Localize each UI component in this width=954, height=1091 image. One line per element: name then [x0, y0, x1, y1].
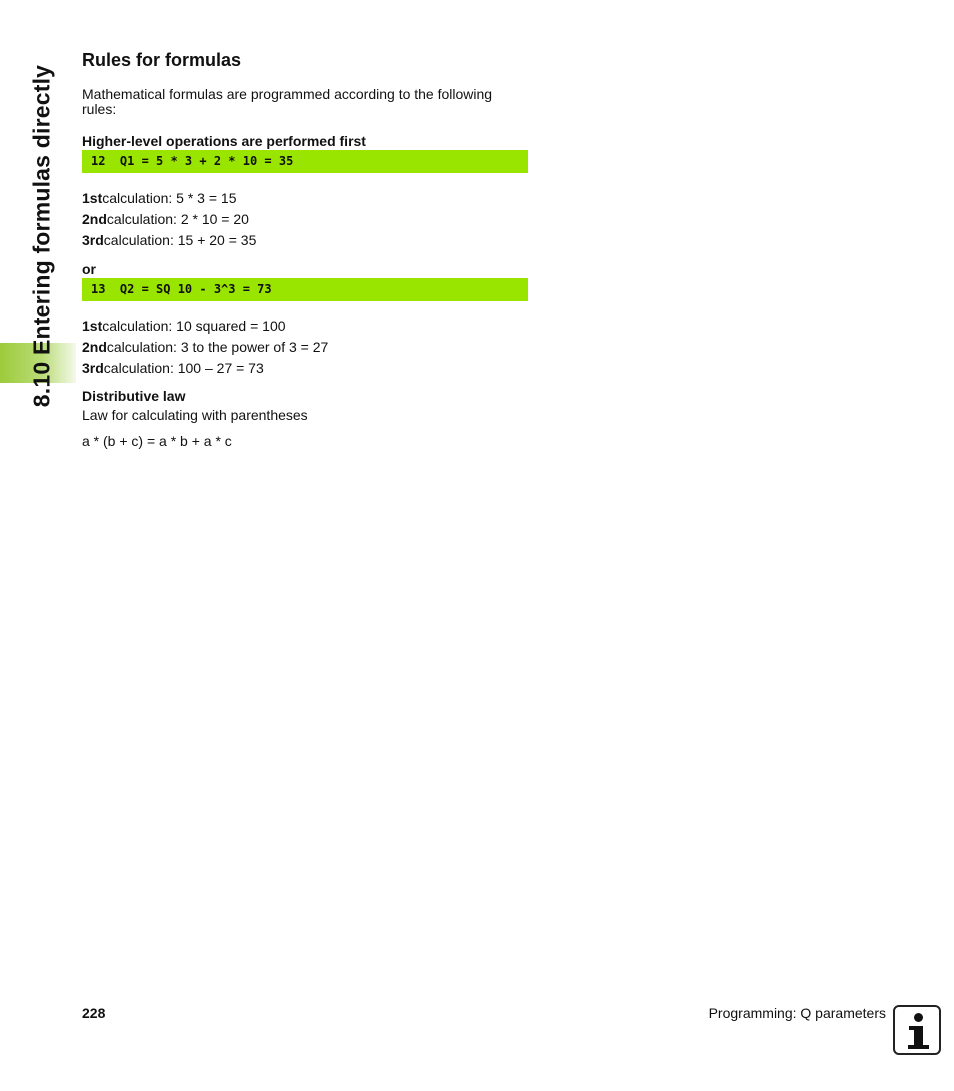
step-text: calculation: 100 – 27 = 73: [103, 360, 264, 376]
rule1-step-2: [82, 209, 528, 230]
step-ordinal: 3rd: [82, 232, 104, 248]
page-number: 228: [82, 1005, 106, 1021]
chapter-side-title: 8.10 Entering formulas directly: [28, 64, 55, 408]
rule1-step-3: [82, 230, 528, 251]
footer-chapter: Programming: Q parameters: [708, 1005, 886, 1021]
step-text: calculation: 2 * 10 = 20: [106, 211, 249, 227]
rule1-alt-step-2: [82, 337, 528, 358]
step-text: calculation: 5 * 3 = 15: [102, 190, 237, 206]
rule2-formula: a * (b + c) = a * b + a * c: [82, 433, 232, 449]
info-icon-serif-bottom: [908, 1045, 929, 1049]
step-ordinal: 2nd: [82, 339, 107, 355]
rule1-steps: [82, 188, 528, 251]
info-icon: [893, 1005, 941, 1055]
step-text: calculation: 3 to the power of 3 = 27: [106, 339, 329, 355]
code-example-1: 12 Q1 = 5 * 3 + 2 * 10 = 35: [82, 150, 528, 173]
rule2-heading: Distributive law: [82, 388, 186, 404]
main-content: [82, 48, 528, 452]
step-text: calculation: 10 squared = 100: [102, 318, 286, 334]
or-label: or: [82, 261, 96, 277]
step-text: calculation: 15 + 20 = 35: [103, 232, 257, 248]
intro-paragraph: Mathematical formulas are programmed according to the following rules:: [82, 86, 493, 117]
rule1-alt-step-1: [82, 316, 528, 337]
rule2-description: Law for calculating with parentheses: [82, 407, 308, 423]
info-icon-dot: [914, 1013, 923, 1022]
code-example-2: 13 Q2 = SQ 10 - 3^3 = 73: [82, 278, 528, 301]
rule1-step-1: [82, 188, 528, 209]
rule1-alt-steps: [82, 316, 528, 379]
step-ordinal: 2nd: [82, 211, 107, 227]
step-ordinal: 3rd: [82, 360, 104, 376]
rule1-alt-step-3: [82, 358, 528, 379]
step-ordinal: 1st: [82, 190, 103, 206]
step-ordinal: 1st: [82, 318, 103, 334]
rule1-heading: Higher-level operations are performed first: [82, 133, 366, 149]
section-heading: Rules for formulas: [82, 50, 242, 70]
